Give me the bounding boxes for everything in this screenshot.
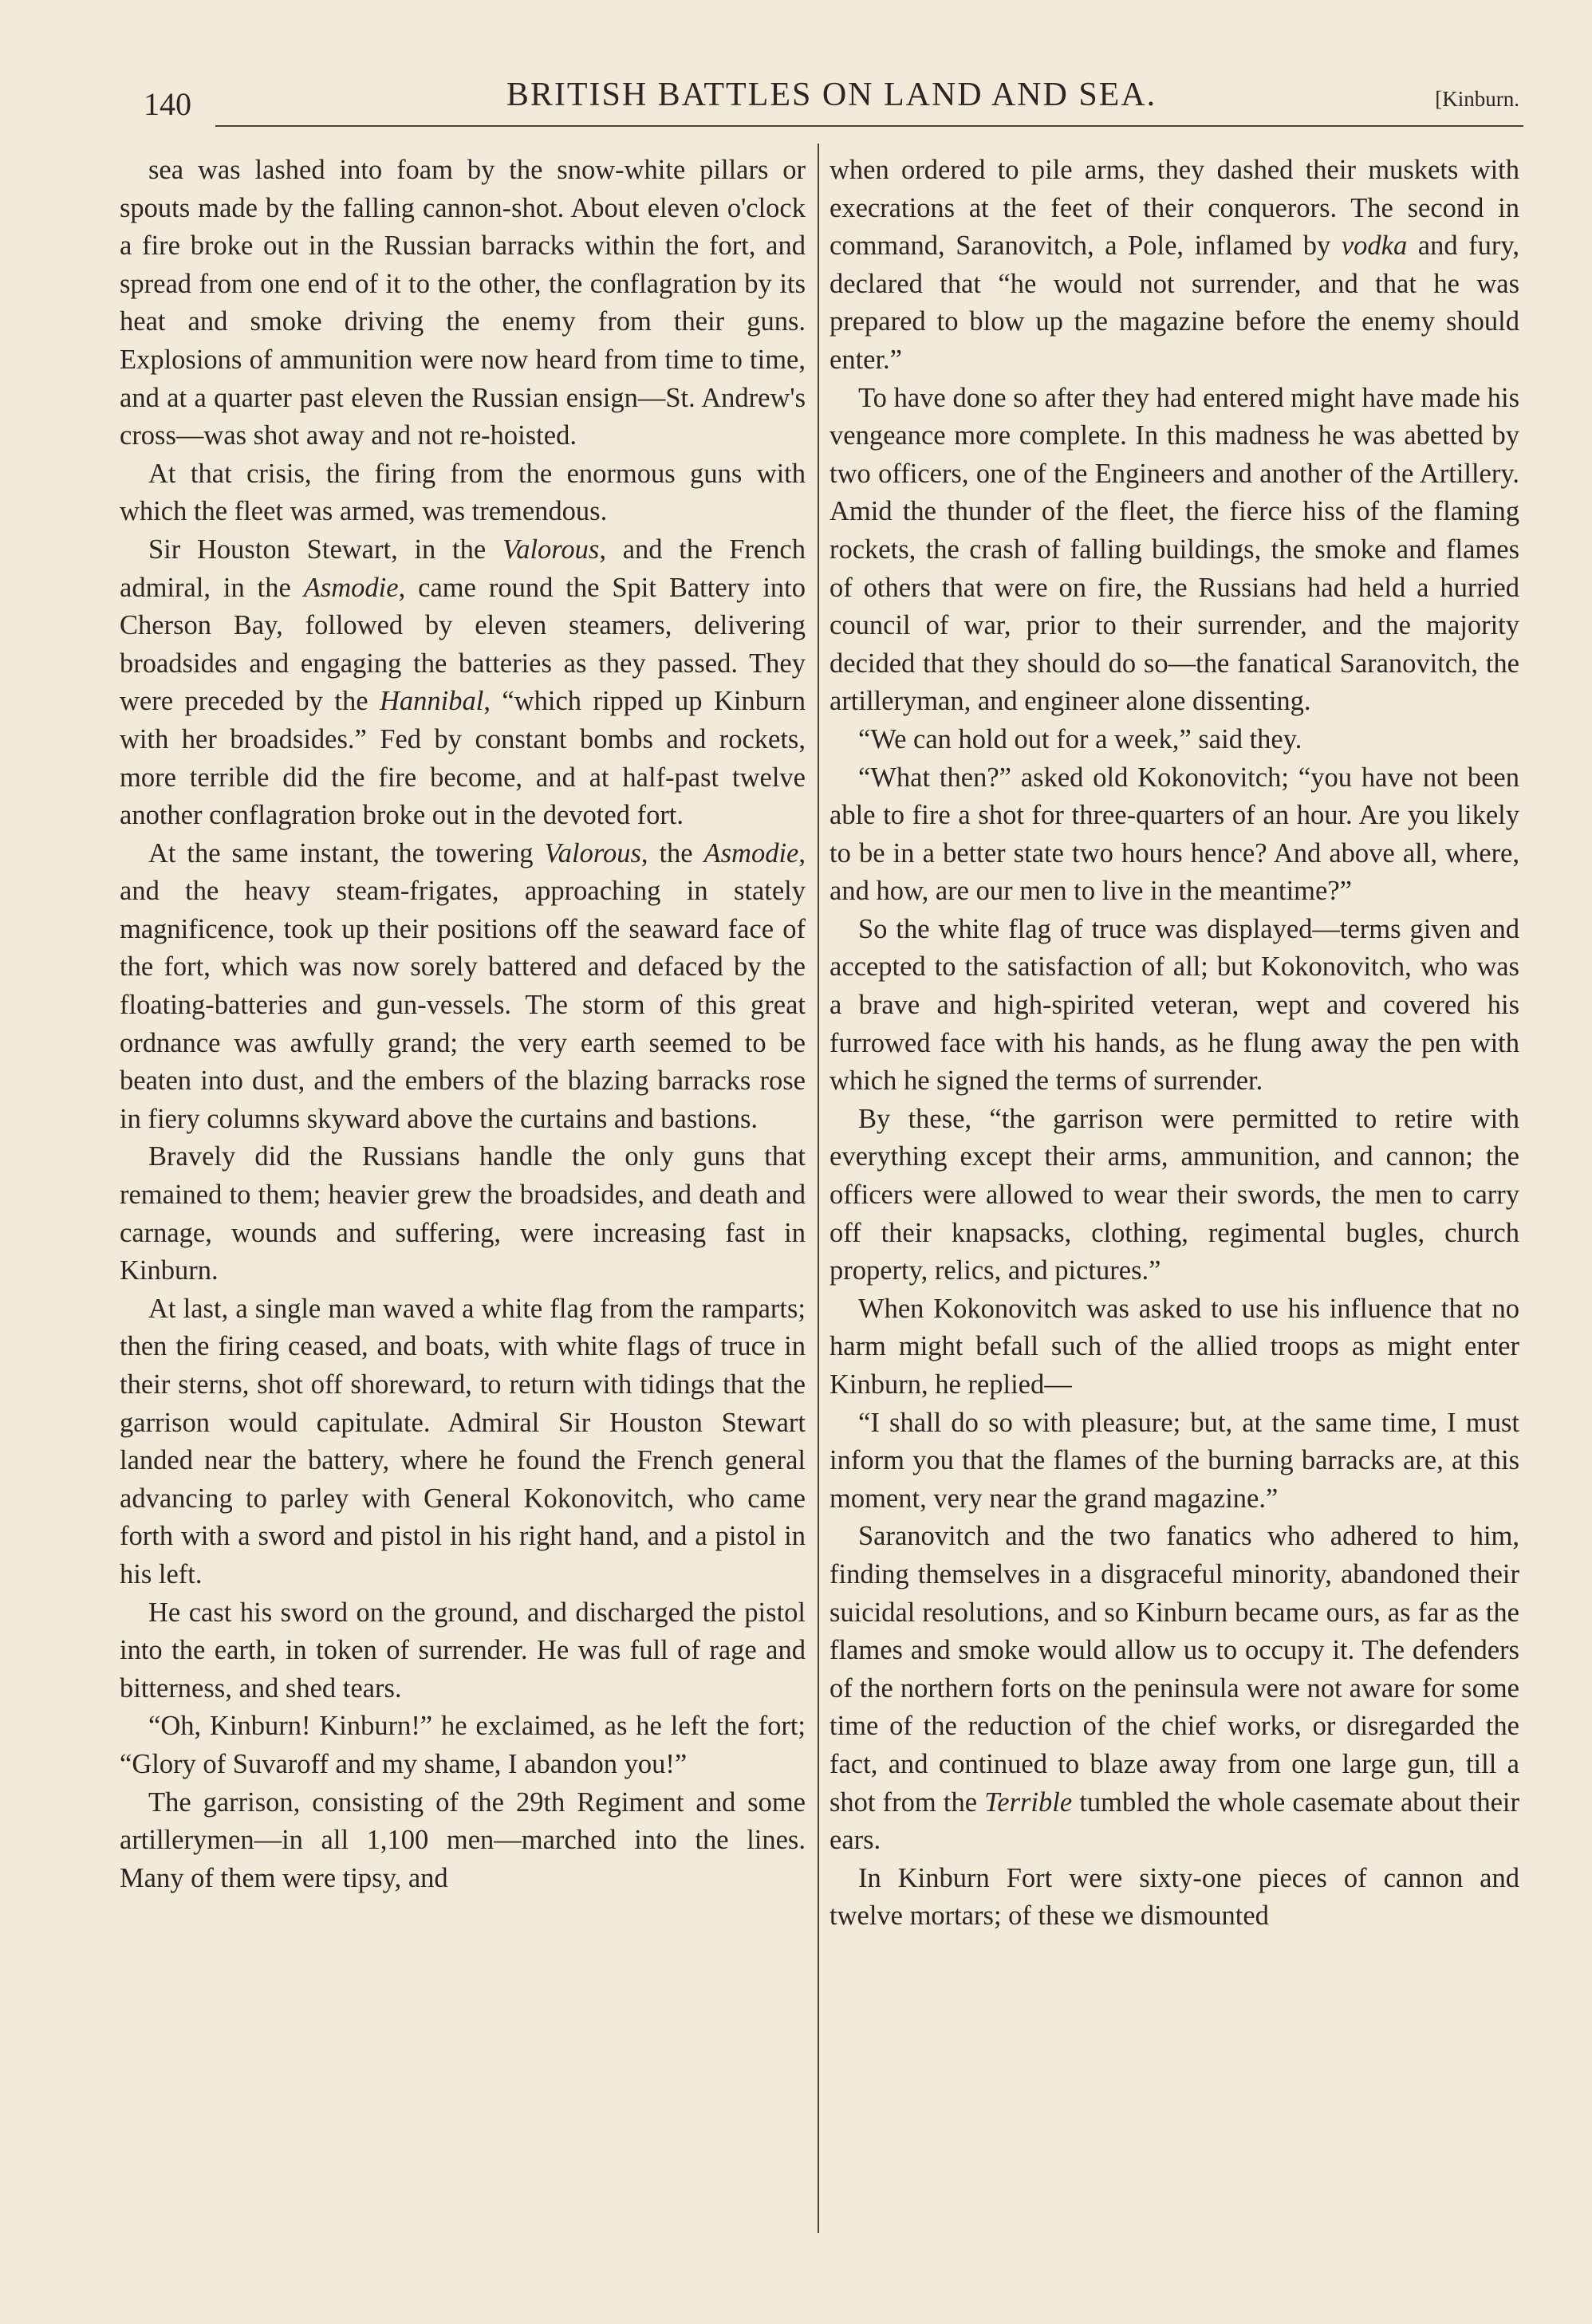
text-run: At the same instant, the towering [148, 837, 545, 869]
text-run: Saranovitch and the two fanatics who adhered to him, finding themselves in a disgraceful minority, abandoned their suicidal resolutions, and so Kinburn became ours, as far as the flames and smoke would allow us to occupy it. The defenders of the northern forts on the peninsula were not aware for some time of the reduction of the chief works, or disregarded the fact, and continued to blaze away from one large gun, till a shot from the [829, 1521, 1519, 1818]
text-run: , came round the Spit Battery into Cherson Bay, followed by eleven steamers, delivering broadsides and engaging the batteries as they passed. They were preceded by the [120, 572, 806, 717]
text-run: and fury, declared that “he would not surrender, and that he was prepared to blow up the magazine before the enemy should enter.” [829, 230, 1519, 375]
text-run: “I shall do so with pleasure; but, at the same time, I must inform you that the flames of the burning barracks are, at this moment, very near the grand magazine.” [829, 1407, 1519, 1514]
text-run: At that crisis, the firing from the enormous guns with which the fleet was armed, was tremendous. [120, 458, 806, 527]
text-run: To have done so after they had entered might have made his vengeance more complete. In this madness he was abetted by two officers, one of the Engineers and another of the Artillery. Amid the thunder of the fleet, the fierce hiss of the flaming rockets, the crash of falling buildings, the smoke and flames of others that were on fire, the Russians had held a hurried council of war, prior to their surrender, and the majority decided that they should do so—the fanatical Saranovitch, the artilleryman, and engineer alone dissenting. [829, 382, 1519, 717]
text-run: , the [640, 837, 704, 869]
running-title: BRITISH BATTLES ON LAND AND SEA. [506, 77, 1157, 113]
italic-text: Asmodie [703, 837, 799, 869]
text-run: sea was lashed into foam by the snow-white pillars or spouts made by the falling cannon-shot. About eleven o'clock a fire broke out in the Russian barracks within the fort, and spread from one end of it to the other, the conflagration by its heat and smoke driving the enemy from their guns. Explosions of ammunition were now heard from time to time, and at a quarter past eleven the Russian ensign—St. Andrew's cross—was shot away and not re-hoisted. [120, 155, 806, 451]
paragraph [120, 1138, 806, 1290]
section-tag: [Kinburn. [1435, 87, 1519, 111]
text-run: “We can hold out for a week,” said they. [858, 723, 1302, 754]
text-run: Sir Houston Stewart, in the [148, 534, 502, 565]
italic-text: Asmodie [303, 572, 399, 603]
paragraph [120, 835, 806, 1139]
text-run: In Kinburn Fort were sixty-one pieces of cannon and twelve mortars; of these we dismounted [829, 1862, 1519, 1932]
text-run: , and the French admiral, in the [120, 534, 806, 603]
paragraph [120, 1290, 806, 1594]
italic-text: Valorous [544, 837, 641, 869]
paragraph [829, 1101, 1519, 1290]
paragraph [829, 380, 1519, 721]
paragraph [829, 721, 1519, 759]
paragraph [120, 1594, 806, 1708]
paragraph [829, 152, 1519, 380]
text-run: At last, a single man waved a white flag from the ramparts; then the firing ceased, and boats, with white flags of truce in their sterns, shot off shoreward, to return with tidings that the garrison would capitulate. Admiral Sir Houston Stewart landed near the battery, where he found the French general advancing to parley with General Kokonovitch, who came forth with a sword and pistol in his right hand, and a pistol in his left. [120, 1293, 806, 1589]
text-run: tumbled the whole casemate about their ears. [829, 1786, 1519, 1856]
paragraph [829, 1290, 1519, 1404]
text-run: The garrison, consisting of the 29th Regiment and some artillerymen—in all 1,100 men—marched into the lines. Many of them were tipsy, and [120, 1786, 806, 1893]
page-number: 140 [144, 86, 191, 122]
header-rule [215, 125, 1523, 127]
paragraph [120, 455, 806, 531]
italic-text: Terrible [984, 1786, 1073, 1818]
text-run: “Oh, Kinburn! Kinburn!” he exclaimed, as he left the fort; “Glory of Suvaroff and my shame, I abandon you!” [120, 1711, 806, 1779]
text-run: Bravely did the Russians handle the only guns that remained to them; heavier grew the broadsides, and death and carnage, wounds and suffering, were increasing fast in Kinburn. [120, 1141, 806, 1286]
paragraph [120, 531, 806, 835]
text-run: “What then?” asked old Kokonovitch; “you have not been able to fire a shot for three-quarters of an hour. Are you likely to be in a better state two hours hence? And above all, where, and how, are our men to live in the meantime?” [829, 762, 1519, 907]
text-run: , and the heavy steam-frigates, approaching in stately magnificence, took up their positions off the seaward face of the fort, which was now sorely battered and defaced by the floating-batteries and gun-vessels. The storm of this great ordnance was awfully grand; the very earth seemed to be beaten into dust, and the embers of the blazing barracks rose in fiery columns skyward above the curtains and bastions. [120, 837, 806, 1134]
italic-text: vodka [1341, 230, 1408, 262]
paragraph [829, 911, 1519, 1101]
text-run: By these, “the garrison were permitted to retire with everything except their arms, ammunition, and cannon; the officers were allowed to wear their swords, the men to carry off their knapsacks, clothing, regimental bugles, church property, relics, and pictures.” [829, 1103, 1519, 1286]
paragraph [829, 1860, 1519, 1936]
text-run: So the white flag of truce was displayed—terms given and accepted to the satisfaction of all; but Kokonovitch, who was a brave and high-spirited veteran, wept and covered his furrowed face with his hands, as he flung away the pen with which he signed the terms of surrender. [829, 913, 1519, 1097]
left-column [120, 152, 806, 1897]
text-run: when ordered to pile arms, they dashed their muskets with execrations at the feet of their conquerors. The second in command, Saranovitch, a Pole, inflamed by [829, 155, 1519, 262]
paragraph [120, 152, 806, 455]
italic-text: Valorous [502, 534, 600, 565]
page-header [144, 76, 1519, 124]
column-divider [818, 144, 819, 2233]
paragraph [120, 1708, 806, 1783]
paragraph [829, 1518, 1519, 1859]
paragraph [829, 759, 1519, 911]
paragraph [120, 1784, 806, 1898]
text-run: , “which ripped up Kinburn with her broadsides.” Fed by constant bombs and rockets, more terrible did the fire become, and at half-past twelve another conflagration broke out in the devoted fort. [120, 686, 806, 831]
paragraph [829, 1404, 1519, 1518]
text-run: When Kokonovitch was asked to use his influence that no harm might befall such of the allied troops as might enter Kinburn, he replied— [829, 1293, 1519, 1400]
right-column [829, 152, 1519, 1936]
text-run: He cast his sword on the ground, and discharged the pistol into the earth, in token of surrender. He was full of rage and bitterness, and shed tears. [120, 1597, 806, 1704]
italic-text: Hannibal [379, 686, 484, 717]
